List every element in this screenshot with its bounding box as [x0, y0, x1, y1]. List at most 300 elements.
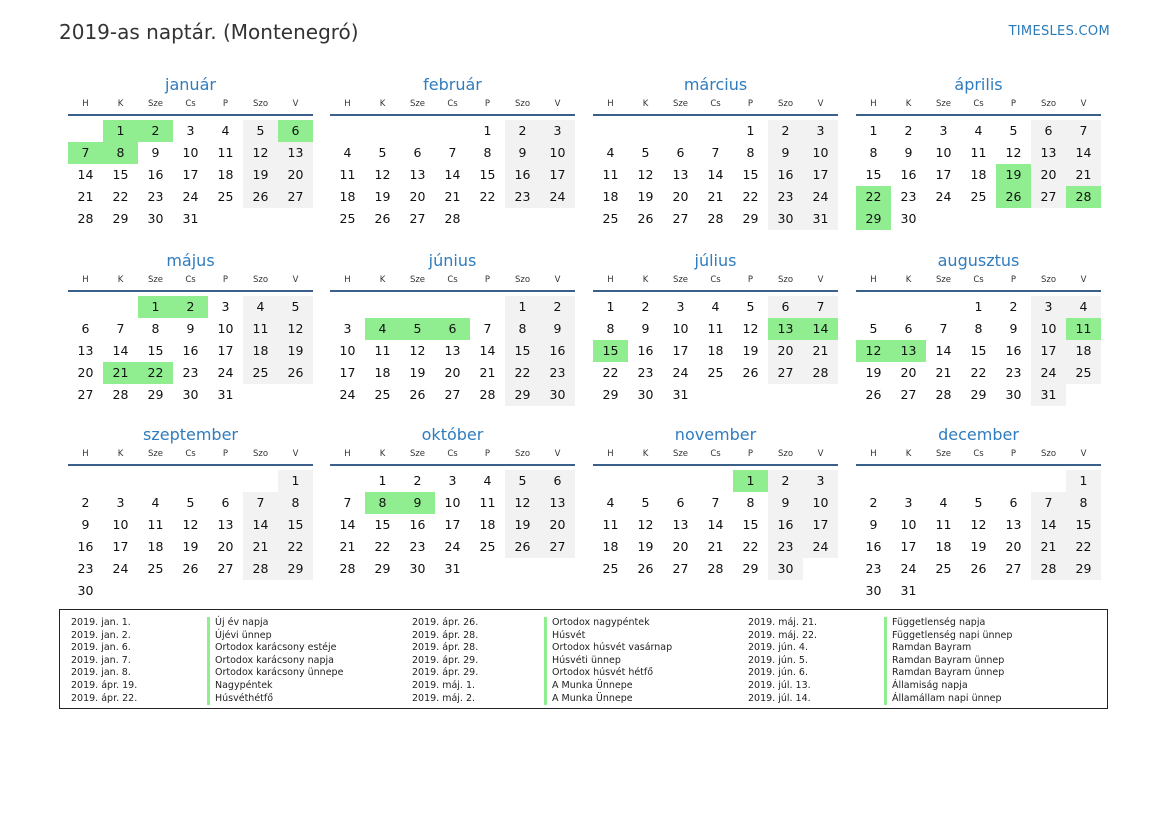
day-cell: 4: [606, 145, 615, 160]
weekday-label: P: [484, 449, 491, 459]
empty-cell: [278, 384, 313, 406]
day-cell: 21: [707, 189, 724, 204]
day-cell: 10: [935, 145, 952, 160]
day-cell: 27: [217, 561, 234, 576]
weekday-label: P: [747, 99, 754, 109]
week-row: [330, 536, 575, 558]
holiday-name: Függetlenség napi ünnep: [884, 630, 1012, 643]
month-június: [330, 250, 575, 406]
weekday-label: Cs: [447, 449, 458, 459]
day-cell: 3: [676, 299, 685, 314]
month-július: [593, 250, 838, 406]
empty-cell: [278, 208, 313, 230]
day-cell: 18: [602, 539, 619, 554]
weekday-label: Szo: [777, 275, 794, 285]
day-cell: 17: [182, 167, 199, 182]
day-cell: 7: [483, 321, 492, 336]
day-cell: 3: [803, 470, 838, 492]
day-cell: 12: [278, 318, 313, 340]
day-cell: 5: [641, 145, 650, 160]
week-row: [68, 318, 313, 340]
empty-cell: [698, 120, 733, 142]
legend-item: [412, 630, 742, 643]
day-cell: 7: [939, 321, 948, 336]
day-cell: 7: [1031, 492, 1066, 514]
legend-item: [748, 693, 1078, 706]
day-cell: 17: [112, 539, 129, 554]
day-cell: 29: [1066, 558, 1101, 580]
weekday-label: K: [379, 449, 386, 459]
empty-cell: [103, 470, 138, 492]
day-cell: 19: [182, 539, 199, 554]
month-name: november: [674, 425, 757, 444]
day-cell: 27: [540, 536, 575, 558]
day-cell: 9: [81, 517, 90, 532]
weekday-label: H: [82, 99, 89, 109]
day-cell: 16: [900, 167, 917, 182]
legend-item: [71, 617, 401, 630]
legend-item: [71, 642, 401, 655]
day-cell: 28: [243, 558, 278, 580]
day-cell: 11: [479, 495, 496, 510]
week-row: [68, 186, 313, 208]
day-cell: 14: [77, 167, 94, 182]
day-cell: 20: [278, 164, 313, 186]
weekday-label: V: [554, 275, 561, 285]
empty-cell: [628, 470, 663, 492]
empty-cell: [400, 120, 435, 142]
week-row: [330, 514, 575, 536]
day-cell: 17: [217, 343, 234, 358]
day-cell: 10: [672, 321, 689, 336]
day-cell: 21: [707, 539, 724, 554]
weekday-header: [593, 272, 838, 292]
empty-cell: [68, 120, 103, 142]
week-row: [68, 580, 313, 602]
week-row: [330, 120, 575, 142]
day-cell: 14: [339, 517, 356, 532]
day-cell: 10: [540, 142, 575, 164]
empty-cell: [1066, 384, 1101, 406]
day-cell: 22: [742, 539, 759, 554]
day-cell: 2: [1009, 299, 1018, 314]
holiday-date: 2019. jan. 1.: [71, 617, 131, 628]
day-cell: 24: [803, 186, 838, 208]
day-cell: 29: [742, 211, 759, 226]
day-cell: 1: [138, 296, 173, 318]
day-cell: 23: [540, 362, 575, 384]
weekday-label: K: [905, 275, 912, 285]
legend-column: [412, 617, 742, 705]
day-cell: 9: [151, 145, 160, 160]
empty-cell: [365, 120, 400, 142]
empty-cell: [961, 470, 996, 492]
day-cell: 15: [479, 167, 496, 182]
weekday-header: [68, 96, 313, 116]
day-cell: 13: [409, 167, 426, 182]
day-cell: 20: [900, 365, 917, 380]
week-row: [330, 384, 575, 406]
day-cell: 3: [221, 299, 230, 314]
day-cell: 18: [602, 189, 619, 204]
day-cell: 11: [970, 145, 987, 160]
day-cell: 2: [768, 470, 803, 492]
day-cell: 15: [147, 343, 164, 358]
day-cell: 19: [996, 164, 1031, 186]
day-cell: 29: [505, 384, 540, 406]
week-row: [593, 296, 838, 318]
week-row: [856, 164, 1101, 186]
weekday-label: Sze: [672, 99, 689, 109]
day-cell: 29: [856, 208, 891, 230]
empty-cell: [961, 208, 996, 230]
week-row: [593, 142, 838, 164]
weekday-label: H: [82, 275, 89, 285]
day-cell: 13: [444, 343, 461, 358]
weekday-label: Szo: [1040, 99, 1057, 109]
empty-cell: [68, 296, 103, 318]
day-cell: 22: [138, 362, 173, 384]
week-row: [68, 340, 313, 362]
week-row: [593, 208, 838, 230]
day-cell: 3: [540, 120, 575, 142]
legend-item: [71, 630, 401, 643]
week-row: [68, 142, 313, 164]
legend-item: [748, 667, 1078, 680]
empty-cell: [663, 120, 698, 142]
day-cell: 6: [1031, 120, 1066, 142]
day-cell: 31: [1031, 384, 1066, 406]
weekday-label: H: [870, 99, 877, 109]
legend-item: [748, 680, 1078, 693]
weekday-label: P: [747, 449, 754, 459]
day-cell: 17: [900, 539, 917, 554]
day-cell: 26: [865, 387, 882, 402]
day-cell: 17: [339, 365, 356, 380]
day-cell: 8: [505, 318, 540, 340]
weekday-label: Sze: [147, 275, 164, 285]
weekday-label: V: [817, 99, 824, 109]
week-row: [593, 514, 838, 536]
holiday-date: 2019. jan. 2.: [71, 629, 131, 641]
empty-cell: [365, 296, 400, 318]
day-cell: 27: [672, 211, 689, 226]
empty-cell: [400, 296, 435, 318]
legend-item: [71, 680, 401, 693]
day-cell: 23: [865, 561, 882, 576]
day-cell: 2: [413, 473, 422, 488]
weekday-label: V: [817, 449, 824, 459]
holiday-date: 2019. jan. 8.: [71, 667, 131, 679]
month-name: április: [954, 75, 1003, 94]
weekday-label: Szo: [777, 99, 794, 109]
weekday-label: K: [379, 275, 386, 285]
weekday-label: H: [344, 99, 351, 109]
day-cell: 3: [904, 495, 913, 510]
empty-cell: [926, 580, 961, 602]
day-cell: 16: [540, 340, 575, 362]
week-row: [593, 470, 838, 492]
holiday-legend: [59, 609, 1108, 709]
legend-item: [412, 693, 742, 706]
day-cell: 6: [1009, 495, 1018, 510]
day-cell: 24: [803, 536, 838, 558]
day-cell: 8: [483, 145, 492, 160]
day-cell: 5: [186, 495, 195, 510]
day-cell: 7: [448, 145, 457, 160]
weekday-label: V: [1080, 449, 1087, 459]
day-cell: 23: [147, 189, 164, 204]
holiday-date: 2019. ápr. 19.: [71, 679, 138, 691]
day-cell: 17: [803, 514, 838, 536]
day-cell: 15: [112, 167, 129, 182]
day-cell: 7: [803, 296, 838, 318]
day-cell: 24: [1031, 362, 1066, 384]
day-cell: 7: [711, 145, 720, 160]
weekday-label: P: [484, 275, 491, 285]
day-cell: 12: [742, 321, 759, 336]
day-cell: 25: [1066, 362, 1101, 384]
holiday-name: Ortodox nagypéntek: [544, 617, 650, 630]
week-row: [330, 186, 575, 208]
day-cell: 22: [602, 365, 619, 380]
month-name: január: [165, 75, 216, 94]
holiday-name: Függetlenség napja: [884, 617, 985, 630]
empty-cell: [996, 470, 1031, 492]
empty-cell: [103, 296, 138, 318]
weekday-label: P: [222, 275, 229, 285]
day-cell: 1: [278, 470, 313, 492]
week-row: [856, 470, 1101, 492]
day-cell: 14: [112, 343, 129, 358]
day-cell: 23: [900, 189, 917, 204]
day-cell: 22: [856, 186, 891, 208]
week-row: [856, 536, 1101, 558]
week-row: [68, 296, 313, 318]
empty-cell: [1031, 580, 1066, 602]
day-cell: 10: [803, 492, 838, 514]
day-cell: 13: [217, 517, 234, 532]
day-cell: 12: [505, 492, 540, 514]
day-cell: 11: [374, 343, 391, 358]
day-cell: 4: [221, 123, 230, 138]
weekday-label: P: [1010, 99, 1017, 109]
site-link[interactable]: TIMESLES.COM: [1008, 24, 1110, 39]
day-cell: 1: [974, 299, 983, 314]
day-cell: 22: [742, 189, 759, 204]
day-cell: 6: [81, 321, 90, 336]
week-row: [68, 492, 313, 514]
day-cell: 5: [400, 318, 435, 340]
day-cell: 23: [505, 186, 540, 208]
empty-cell: [243, 384, 278, 406]
week-row: [68, 384, 313, 406]
week-row: [856, 120, 1101, 142]
weekday-label: H: [607, 275, 614, 285]
day-cell: 28: [77, 211, 94, 226]
empty-cell: [698, 384, 733, 406]
empty-cell: [278, 580, 313, 602]
week-row: [593, 120, 838, 142]
day-cell: 28: [112, 387, 129, 402]
day-cell: 13: [768, 318, 803, 340]
day-cell: 20: [217, 539, 234, 554]
day-cell: 22: [112, 189, 129, 204]
week-row: [593, 558, 838, 580]
day-cell: 19: [243, 164, 278, 186]
day-cell: 27: [1005, 561, 1022, 576]
weekday-label: Sze: [147, 449, 164, 459]
day-cell: 28: [1066, 186, 1101, 208]
day-cell: 9: [768, 492, 803, 514]
week-row: [68, 558, 313, 580]
day-cell: 1: [103, 120, 138, 142]
weekday-label: P: [1010, 275, 1017, 285]
day-cell: 26: [409, 387, 426, 402]
holiday-date: 2019. jan. 7.: [71, 654, 131, 666]
day-cell: 4: [939, 495, 948, 510]
day-cell: 29: [970, 387, 987, 402]
weekday-label: H: [607, 99, 614, 109]
day-cell: 6: [904, 321, 913, 336]
empty-cell: [330, 470, 365, 492]
day-cell: 6: [278, 120, 313, 142]
empty-cell: [330, 296, 365, 318]
weekday-label: P: [484, 99, 491, 109]
day-cell: 8: [151, 321, 160, 336]
weekday-label: V: [817, 275, 824, 285]
weekday-label: K: [117, 449, 124, 459]
day-cell: 18: [1066, 340, 1101, 362]
day-cell: 21: [444, 189, 461, 204]
day-cell: 12: [409, 343, 426, 358]
weekday-label: K: [379, 99, 386, 109]
day-cell: 15: [865, 167, 882, 182]
day-cell: 4: [151, 495, 160, 510]
day-cell: 9: [641, 321, 650, 336]
week-row: [856, 384, 1101, 406]
week-row: [68, 120, 313, 142]
day-cell: 4: [483, 473, 492, 488]
empty-cell: [768, 384, 803, 406]
day-cell: 30: [409, 561, 426, 576]
weekday-label: Szo: [1040, 275, 1057, 285]
weekday-label: K: [117, 275, 124, 285]
day-cell: 15: [505, 340, 540, 362]
day-cell: 14: [707, 167, 724, 182]
holiday-date: 2019. jún. 5.: [748, 654, 809, 666]
day-cell: 18: [374, 365, 391, 380]
day-cell: 30: [637, 387, 654, 402]
day-cell: 7: [711, 495, 720, 510]
weekday-label: H: [870, 275, 877, 285]
day-cell: 8: [606, 321, 615, 336]
day-cell: 30: [147, 211, 164, 226]
week-row: [593, 536, 838, 558]
day-cell: 3: [116, 495, 125, 510]
day-cell: 24: [112, 561, 129, 576]
day-cell: 13: [1031, 142, 1066, 164]
holiday-name: Ramdan Bayram ünnep: [884, 667, 1004, 680]
day-cell: 2: [904, 123, 913, 138]
day-cell: 6: [540, 470, 575, 492]
month-szeptember: [68, 424, 313, 602]
day-cell: 12: [856, 340, 891, 362]
week-row: [856, 580, 1101, 602]
weekday-label: Sze: [409, 99, 426, 109]
day-cell: 30: [865, 583, 882, 598]
week-row: [593, 318, 838, 340]
empty-cell: [593, 470, 628, 492]
empty-cell: [208, 208, 243, 230]
legend-column: [748, 617, 1078, 705]
day-cell: 29: [602, 387, 619, 402]
weekday-label: V: [292, 275, 299, 285]
week-row: [68, 470, 313, 492]
holiday-date: 2019. júl. 14.: [748, 692, 811, 704]
weekday-label: Cs: [447, 275, 458, 285]
empty-cell: [505, 558, 540, 580]
day-cell: 22: [374, 539, 391, 554]
day-cell: 31: [444, 561, 461, 576]
week-row: [330, 362, 575, 384]
week-row: [330, 164, 575, 186]
day-cell: 31: [900, 583, 917, 598]
weekday-label: Cs: [973, 449, 984, 459]
day-cell: 8: [974, 321, 983, 336]
day-cell: 25: [243, 362, 278, 384]
legend-item: [412, 667, 742, 680]
day-cell: 26: [637, 561, 654, 576]
day-cell: 24: [217, 365, 234, 380]
day-cell: 1: [1066, 470, 1101, 492]
day-cell: 5: [1009, 123, 1018, 138]
empty-cell: [961, 580, 996, 602]
week-row: [330, 318, 575, 340]
day-cell: 20: [77, 365, 94, 380]
day-cell: 19: [742, 343, 759, 358]
day-cell: 2: [768, 120, 803, 142]
day-cell: 6: [676, 145, 685, 160]
day-cell: 14: [444, 167, 461, 182]
day-cell: 11: [1066, 318, 1101, 340]
week-row: [856, 318, 1101, 340]
holiday-name: A Munka Ünnepe: [544, 693, 633, 706]
week-row: [593, 186, 838, 208]
week-row: [593, 362, 838, 384]
day-cell: 28: [803, 362, 838, 384]
day-cell: 21: [935, 365, 952, 380]
legend-item: [71, 693, 401, 706]
day-cell: 15: [970, 343, 987, 358]
week-row: [856, 208, 1101, 230]
day-cell: 15: [593, 340, 628, 362]
week-row: [330, 470, 575, 492]
weekday-label: Sze: [935, 275, 952, 285]
day-cell: 25: [707, 365, 724, 380]
day-cell: 22: [970, 365, 987, 380]
empty-cell: [803, 558, 838, 580]
day-cell: 9: [869, 517, 878, 532]
empty-cell: [330, 120, 365, 142]
day-cell: 16: [1005, 343, 1022, 358]
holiday-name: Ortodox karácsony estéje: [207, 642, 337, 655]
day-cell: 16: [182, 343, 199, 358]
week-row: [330, 340, 575, 362]
day-cell: 23: [409, 539, 426, 554]
day-cell: 24: [182, 189, 199, 204]
legend-column: [71, 617, 401, 705]
